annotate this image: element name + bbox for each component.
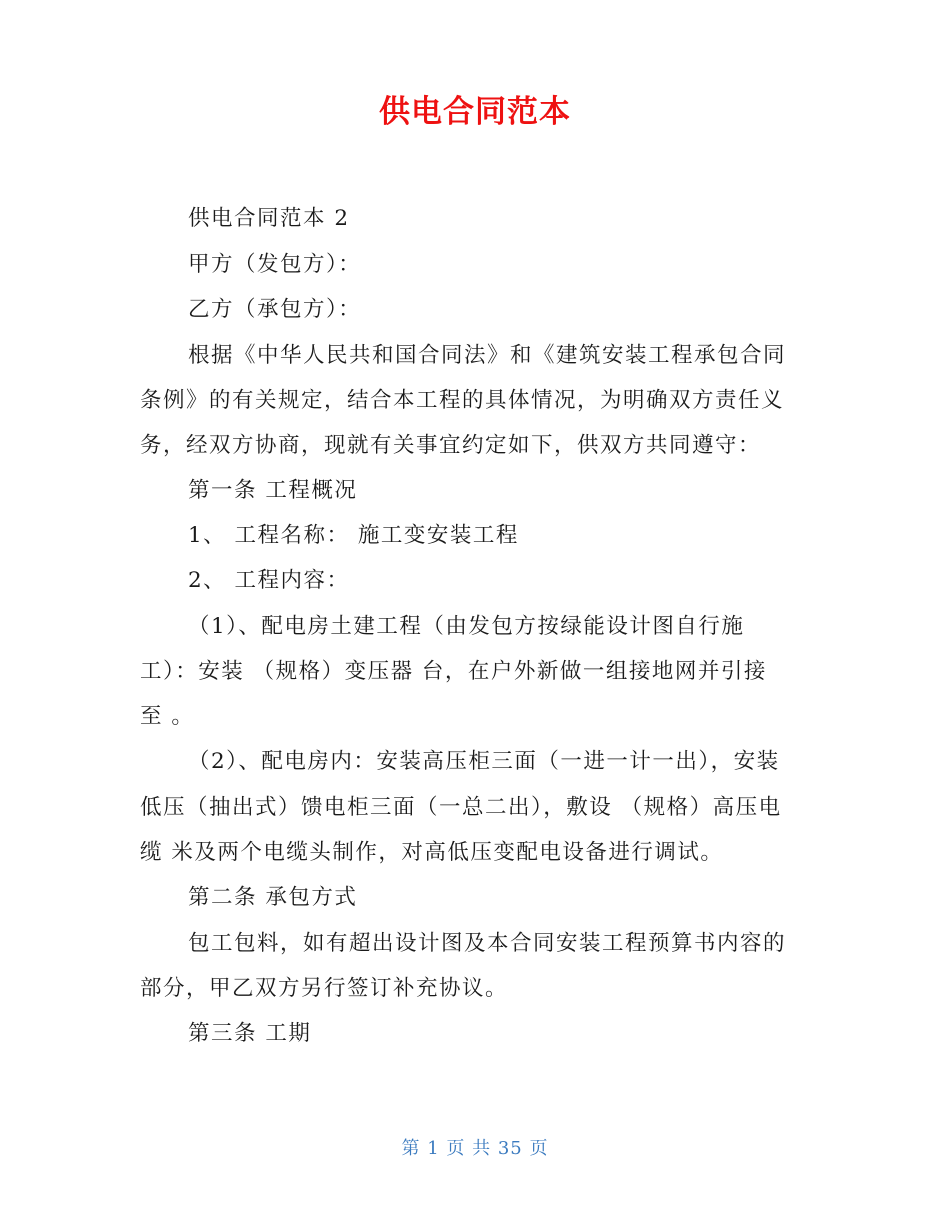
section-heading: 第三条 工期 xyxy=(188,1021,312,1046)
paragraph-line: 至 。 xyxy=(140,704,195,729)
paragraph-line: （1）、配电房土建工程（由发包方按绿能设计图自行施 xyxy=(188,614,745,639)
section-heading: 第一条 工程概况 xyxy=(188,478,358,503)
paragraph-line: 供电合同范本 2 xyxy=(188,206,350,231)
document-title: 供电合同范本 xyxy=(379,94,571,130)
paragraph-line: （2）、配电房内：安装高压柜三面（一进一计一出），安装 xyxy=(188,749,780,774)
paragraph-line: 乙方（承包方）： xyxy=(188,297,362,322)
paragraph-line: 条例》的有关规定，结合本工程的具体情况，为明确双方责任义 xyxy=(140,388,785,413)
paragraph-line: 包工包料，如有超出设计图及本合同安装工程预算书内容的 xyxy=(188,931,787,956)
paragraph-line: 根据《中华人民共和国合同法》和《建筑安装工程承包合同 xyxy=(188,343,787,368)
paragraph-line: 甲方（发包方）： xyxy=(188,252,362,277)
page-footer: 第 1 页 共 35 页 xyxy=(401,1138,549,1159)
paragraph-line: 2、 工程内容： xyxy=(188,568,350,593)
paragraph-line: 1、 工程名称： 施工变安装工程 xyxy=(188,523,519,548)
section-heading: 第二条 承包方式 xyxy=(188,885,358,910)
paragraph-line: 工）：安装 （规格）变压器 台，在户外新做一组接地网并引接 xyxy=(140,659,767,684)
paragraph-line: 务，经双方协商，现就有关事宜约定如下，供双方共同遵守： xyxy=(140,433,762,458)
paragraph-line: 部分，甲乙双方另行签订补充协议。 xyxy=(140,976,509,1001)
paragraph-line: 低压（抽出式）馈电柜三面（一总二出），敷设 （规格）高压电 xyxy=(140,795,782,820)
paragraph-line: 缆 米及两个电缆头制作，对高低压变配电设备进行调试。 xyxy=(140,840,724,865)
